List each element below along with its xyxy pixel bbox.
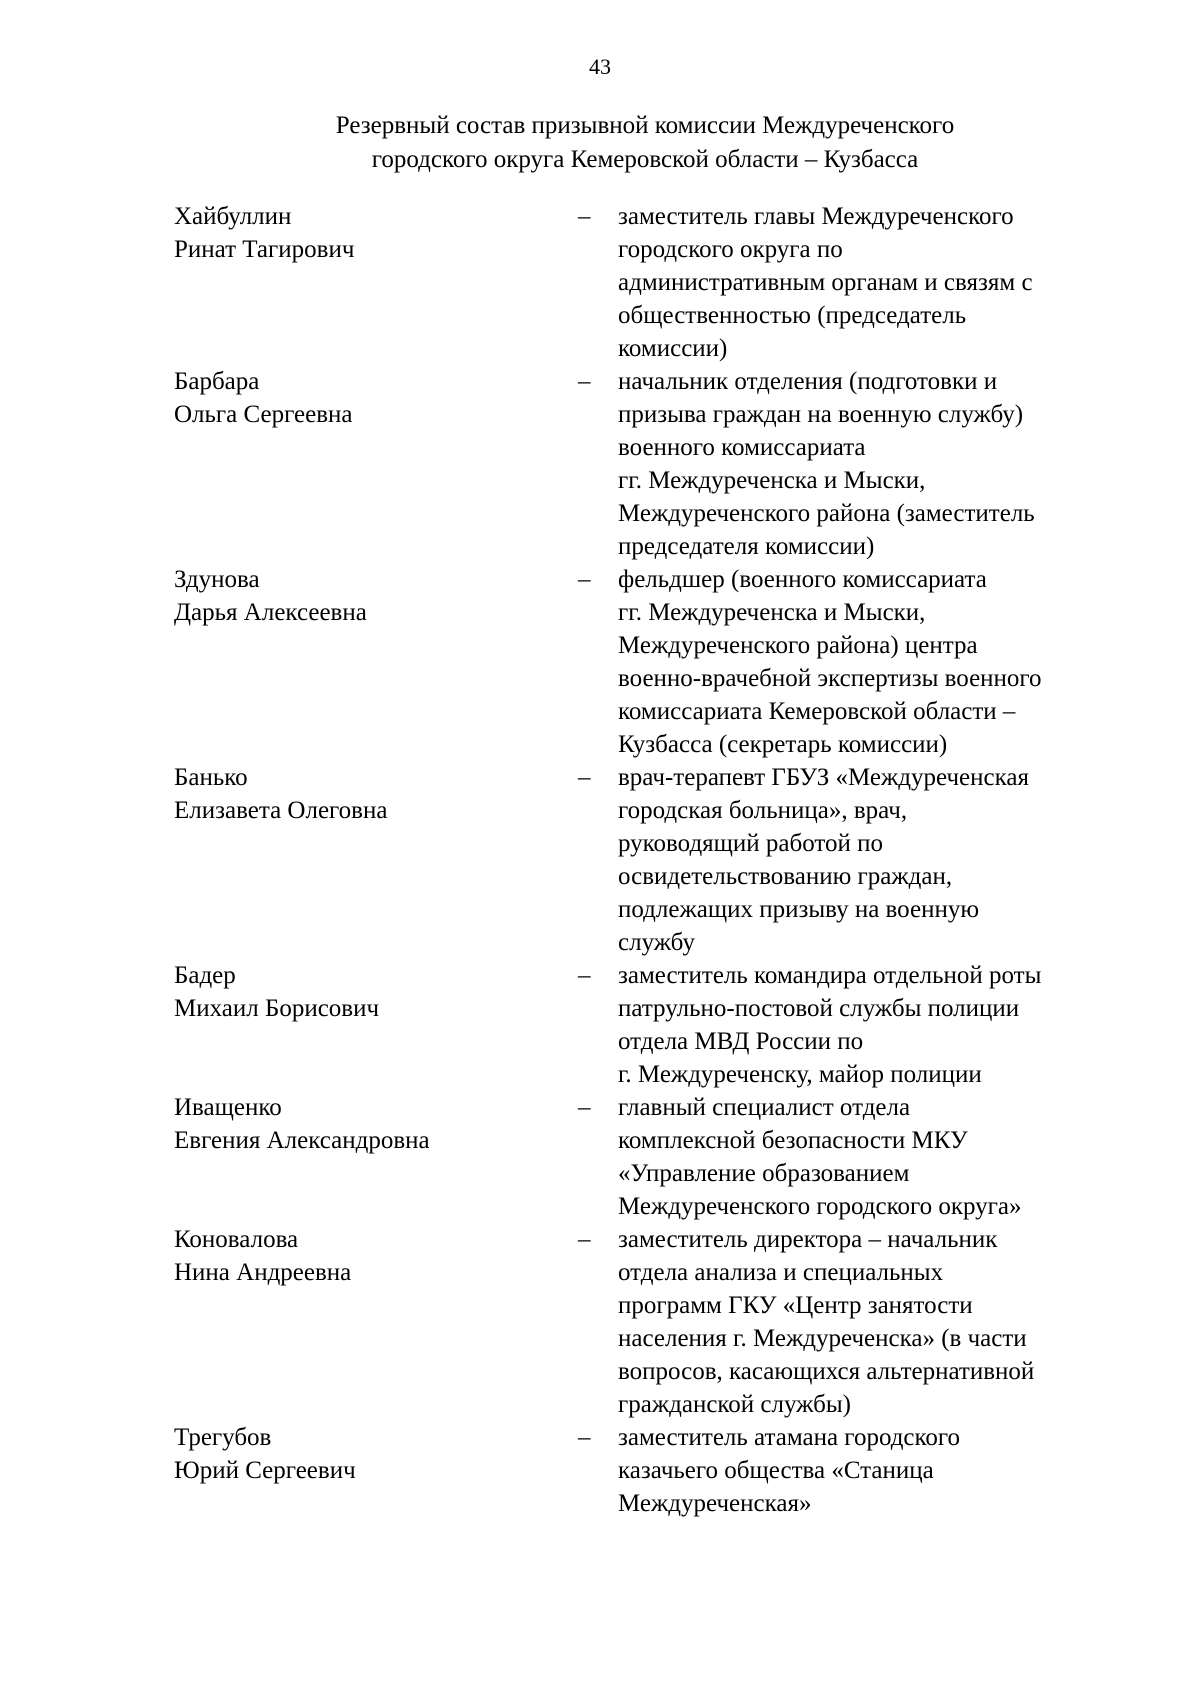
member-position-line: гг. Междуреченска и Мыски,	[618, 599, 926, 626]
member-dash: –	[578, 1424, 591, 1451]
member-position-line: военного комиссариата	[618, 434, 866, 461]
member-entry	[174, 365, 1114, 563]
member-given-names: Елизавета Олеговна	[174, 797, 388, 824]
member-dash: –	[578, 1226, 591, 1253]
title-line: городского округа Кемеровской области – Кузбасса	[371, 146, 919, 173]
member-position-line: заместитель директора – начальник	[618, 1226, 998, 1253]
member-given-names: Михаил Борисович	[174, 995, 380, 1022]
member-position-line: комплексной безопасности МКУ	[618, 1127, 968, 1154]
member-position-line: врач-терапевт ГБУЗ «Междуреченская	[618, 764, 1029, 791]
member-given-names: Нина Андреевна	[174, 1259, 352, 1286]
member-position-line: подлежащих призыву на военную	[618, 896, 980, 923]
member-dash: –	[578, 566, 591, 593]
member-entry	[174, 1421, 1114, 1520]
member-position-line: заместитель главы Междуреченского	[618, 203, 1014, 230]
member-position-line: казачьего общества «Станица	[618, 1457, 934, 1484]
member-name	[174, 200, 578, 266]
member-entry	[174, 1091, 1114, 1223]
member-position	[618, 563, 1114, 761]
member-entry	[174, 959, 1114, 1091]
member-position-line: председателя комиссии)	[618, 533, 875, 560]
member-name	[174, 1091, 578, 1157]
member-position	[618, 1223, 1114, 1421]
page-number: 43	[589, 54, 611, 79]
member-position-line: общественностью (председатель	[618, 302, 967, 329]
member-name	[174, 563, 578, 629]
member-position-line: Междуреченского района) центра	[618, 632, 978, 659]
member-given-names: Дарья Алексеевна	[174, 599, 367, 626]
member-surname: Здунова	[174, 566, 260, 593]
member-position-line: службу	[618, 929, 695, 956]
member-name	[174, 365, 578, 431]
member-name	[174, 1223, 578, 1289]
member-position-line: начальник отделения (подготовки и	[618, 368, 998, 395]
member-dash: –	[578, 203, 591, 230]
member-position	[618, 1421, 1114, 1520]
member-given-names: Ольга Сергеевна	[174, 401, 353, 428]
member-position-line: комиссариата Кемеровской области –	[618, 698, 1016, 725]
member-surname: Банько	[174, 764, 248, 791]
member-position-line: патрульно-постовой службы полиции	[618, 995, 1020, 1022]
member-name	[174, 959, 578, 1025]
member-position	[618, 959, 1114, 1091]
member-position-line: Междуреченского городского округа»	[618, 1193, 1022, 1220]
member-position-line: призыва граждан на военную службу)	[618, 401, 1024, 428]
member-position-line: вопросов, касающихся альтернативной	[618, 1358, 1035, 1385]
member-position-line: городская больница», врач,	[618, 797, 908, 824]
member-position-line: освидетельствованию граждан,	[618, 863, 953, 890]
title-line: Резервный состав призывной комиссии Междуреченского	[335, 112, 955, 139]
member-position-line: руководящий работой по	[618, 830, 884, 857]
member-position-line: заместитель атамана городского	[618, 1424, 961, 1451]
member-position-line: фельдшер (военного комиссариата	[618, 566, 987, 593]
member-position	[618, 365, 1114, 563]
member-position-line: «Управление образованием	[618, 1160, 910, 1187]
member-dash: –	[578, 764, 591, 791]
member-surname: Иващенко	[174, 1094, 282, 1121]
member-entry	[174, 761, 1114, 959]
member-position-line: Междуреченская»	[618, 1490, 812, 1517]
member-position-line: отдела анализа и специальных	[618, 1259, 944, 1286]
commission-members-list	[174, 200, 1114, 1520]
member-position-line: Междуреченского района (заместитель	[618, 500, 1035, 527]
member-dash: –	[578, 1094, 591, 1121]
member-name	[174, 1421, 578, 1487]
document-title	[0, 109, 1200, 177]
member-surname: Коновалова	[174, 1226, 299, 1253]
member-position-line: отдела МВД России по	[618, 1028, 864, 1055]
member-entry	[174, 563, 1114, 761]
member-position-line: комиссии)	[618, 335, 728, 362]
member-position	[618, 761, 1114, 959]
member-surname: Хайбуллин	[174, 203, 292, 230]
member-position	[618, 200, 1114, 365]
member-position-line: гражданской службы)	[618, 1391, 851, 1418]
member-dash: –	[578, 962, 591, 989]
member-position-line: программ ГКУ «Центр занятости	[618, 1292, 973, 1319]
member-name	[174, 761, 578, 827]
member-position-line: городского округа по	[618, 236, 843, 263]
member-position-line: Кузбасса (секретарь комиссии)	[618, 731, 948, 758]
member-entry	[174, 1223, 1114, 1421]
member-position	[618, 1091, 1114, 1223]
member-dash: –	[578, 368, 591, 395]
member-given-names: Евгения Александровна	[174, 1127, 430, 1154]
member-surname: Бадер	[174, 962, 236, 989]
member-surname: Трегубов	[174, 1424, 272, 1451]
member-surname: Барбара	[174, 368, 260, 395]
member-position-line: г. Междуреченску, майор полиции	[618, 1061, 982, 1088]
member-position-line: главный специалист отдела	[618, 1094, 911, 1121]
member-position-line: административным органам и связям с	[618, 269, 1033, 296]
member-given-names: Юрий Сергеевич	[174, 1457, 356, 1484]
member-given-names: Ринат Тагирович	[174, 236, 355, 263]
member-position-line: военно-врачебной экспертизы военного	[618, 665, 1042, 692]
member-entry	[174, 200, 1114, 365]
member-position-line: заместитель командира отдельной роты	[618, 962, 1042, 989]
member-position-line: гг. Междуреченска и Мыски,	[618, 467, 926, 494]
member-position-line: населения г. Междуреченска» (в части	[618, 1325, 1027, 1352]
